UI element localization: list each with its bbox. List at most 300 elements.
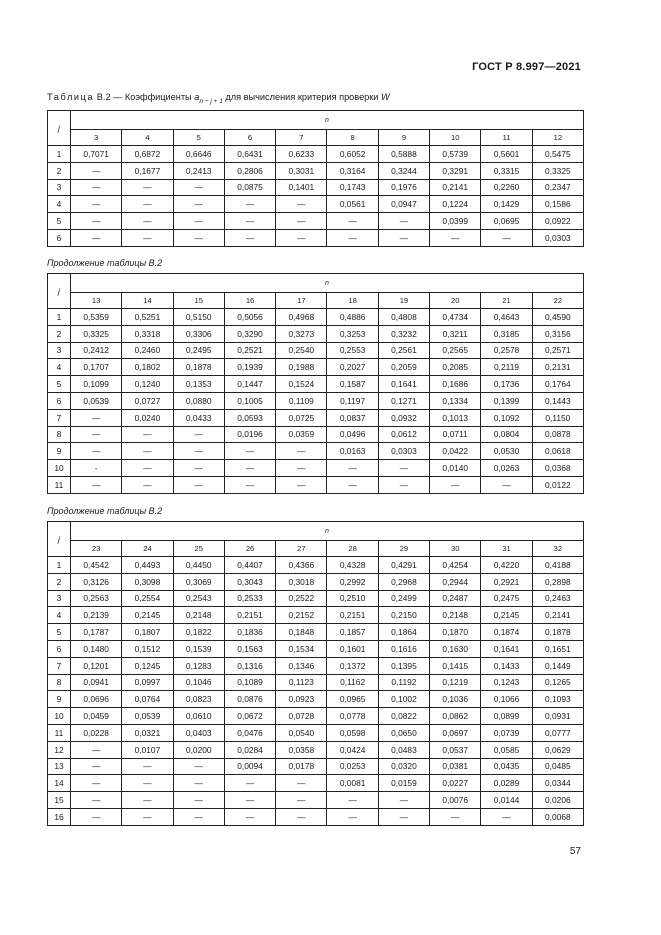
- coefficient-cell: 0,3325: [71, 325, 122, 342]
- coefficient-cell: 0,1651: [532, 640, 583, 657]
- coefficient-cell: —: [173, 426, 224, 443]
- coefficient-cell: 0,2151: [327, 607, 378, 624]
- coefficient-cell: 0,1002: [378, 691, 429, 708]
- column-header-n: 16: [224, 293, 275, 309]
- coefficient-cell: 0,3185: [481, 325, 532, 342]
- coefficient-cell: 0,1243: [481, 674, 532, 691]
- coefficient-cell: 0,0200: [173, 741, 224, 758]
- coefficient-cell: 0,3315: [481, 162, 532, 179]
- coefficient-cell: 0,3318: [122, 325, 173, 342]
- coefficient-cell: —: [430, 476, 481, 493]
- coefficient-cell: 0,2968: [378, 573, 429, 590]
- coefficient-cell: 0,3273: [276, 325, 327, 342]
- coefficient-cell: 0,2475: [481, 590, 532, 607]
- coefficient-cell: 0,5475: [532, 146, 583, 163]
- table-row: [48, 708, 584, 725]
- coefficient-cell: 0,0368: [532, 460, 583, 477]
- coefficient-cell: 0,0435: [481, 758, 532, 775]
- coefficient-cell: 0,0206: [532, 792, 583, 809]
- column-header-n: 29: [378, 541, 429, 557]
- coefficient-cell: 0,2921: [481, 573, 532, 590]
- table-row: [48, 162, 584, 179]
- coefficient-cell: 0,2944: [430, 573, 481, 590]
- coefficient-cell: 0,0081: [327, 775, 378, 792]
- coefficient-cell: —: [71, 409, 122, 426]
- coefficient-cell: 0,4291: [378, 557, 429, 574]
- page-number: 57: [569, 846, 581, 857]
- row-index-cell: 14: [48, 775, 71, 792]
- coefficient-cell: 0,0804: [481, 426, 532, 443]
- coefficient-cell: —: [276, 213, 327, 230]
- coefficient-cell: —: [276, 443, 327, 460]
- coefficient-cell: 0,1601: [327, 640, 378, 657]
- table-row: [48, 376, 584, 393]
- coefficient-cell: 0,0728: [276, 708, 327, 725]
- coefficient-cell: 0,3018: [276, 573, 327, 590]
- row-index-cell: 3: [48, 342, 71, 359]
- coefficient-cell: 0,2521: [224, 342, 275, 359]
- row-index-cell: 5: [48, 624, 71, 641]
- coefficient-cell: 0,0672: [224, 708, 275, 725]
- coefficient-cell: 0,2463: [532, 590, 583, 607]
- caption-prefix: Таблица: [47, 92, 95, 102]
- coefficient-cell: 0,0922: [532, 213, 583, 230]
- coefficient-cell: 0,1976: [378, 179, 429, 196]
- coefficient-cell: 0,1563: [224, 640, 275, 657]
- coefficient-cell: 0,1316: [224, 657, 275, 674]
- coefficient-cell: 0,3156: [532, 325, 583, 342]
- coefficient-cell: —: [71, 741, 122, 758]
- row-index-cell: 2: [48, 162, 71, 179]
- coefficient-cell: 0,4328: [327, 557, 378, 574]
- coefficient-cell: —: [224, 443, 275, 460]
- coefficient-cell: 0,1372: [327, 657, 378, 674]
- coefficient-cell: 0,0240: [122, 409, 173, 426]
- coefficient-cell: 0,2148: [430, 607, 481, 624]
- coefficients-table-3: [47, 521, 584, 826]
- coefficient-cell: —: [122, 179, 173, 196]
- row-index-cell: 3: [48, 179, 71, 196]
- coefficient-cell: 0,3325: [532, 162, 583, 179]
- coefficient-cell: 0,1395: [378, 657, 429, 674]
- coefficient-cell: 0,3232: [378, 325, 429, 342]
- coefficient-cell: 0,3031: [276, 162, 327, 179]
- coefficient-cell: 0,1245: [122, 657, 173, 674]
- coefficient-cell: 0,0381: [430, 758, 481, 775]
- column-header-n: 26: [224, 541, 275, 557]
- column-header-n: 13: [71, 293, 122, 309]
- table-row: [48, 624, 584, 641]
- coefficient-cell: 0,0822: [378, 708, 429, 725]
- coefficient-cell: —: [378, 792, 429, 809]
- coefficient-cell: 0,0612: [378, 426, 429, 443]
- coefficient-cell: 0,1265: [532, 674, 583, 691]
- row-index-cell: 10: [48, 708, 71, 725]
- coefficient-cell: 0,1046: [173, 674, 224, 691]
- row-index-cell: 8: [48, 674, 71, 691]
- coefficient-cell: —: [276, 229, 327, 246]
- coefficient-cell: 0,1346: [276, 657, 327, 674]
- table-row: [48, 775, 584, 792]
- coefficients-table-1: [47, 110, 584, 247]
- coefficient-cell: 0,0629: [532, 741, 583, 758]
- coefficient-cell: 0,0178: [276, 758, 327, 775]
- column-header-n: 14: [122, 293, 173, 309]
- coefficient-cell: —: [173, 476, 224, 493]
- coefficient-cell: 0,0321: [122, 724, 173, 741]
- coefficient-cell: 0,2148: [173, 607, 224, 624]
- coefficient-cell: 0,2495: [173, 342, 224, 359]
- coefficient-cell: 0,6233: [276, 146, 327, 163]
- j-header: j: [48, 274, 71, 309]
- coefficient-cell: 0,4220: [481, 557, 532, 574]
- coefficient-cell: —: [327, 792, 378, 809]
- coefficient-cell: 0,1822: [173, 624, 224, 641]
- coefficient-cell: —: [481, 229, 532, 246]
- coefficient-cell: 0,0433: [173, 409, 224, 426]
- coefficient-cell: 0,3290: [224, 325, 275, 342]
- coefficient-cell: 0,0875: [224, 179, 275, 196]
- coefficient-cell: 0,0163: [327, 443, 378, 460]
- table-header-row: [48, 274, 584, 293]
- coefficient-cell: —: [276, 476, 327, 493]
- coefficient-cell: 0,1587: [327, 376, 378, 393]
- coefficient-cell: —: [327, 808, 378, 825]
- coefficient-cell: 0,1005: [224, 392, 275, 409]
- coefficient-cell: —: [71, 775, 122, 792]
- coefficient-cell: 0,2554: [122, 590, 173, 607]
- coefficient-cell: 0,2898: [532, 573, 583, 590]
- row-index-cell: 2: [48, 573, 71, 590]
- j-header: j: [48, 522, 71, 557]
- coefficient-cell: 0,1443: [532, 392, 583, 409]
- coefficient-cell: 0,0303: [532, 229, 583, 246]
- coefficient-cell: 0,0862: [430, 708, 481, 725]
- coefficient-cell: —: [173, 196, 224, 213]
- coefficient-cell: 0,0823: [173, 691, 224, 708]
- coefficient-cell: 0,0253: [327, 758, 378, 775]
- coefficient-cell: 0,0778: [327, 708, 378, 725]
- coefficient-cell: 0,2027: [327, 359, 378, 376]
- coefficient-cell: 0,4590: [532, 309, 583, 326]
- table-row: [48, 443, 584, 460]
- column-header-n: 9: [378, 130, 429, 146]
- coefficient-cell: 0,0697: [430, 724, 481, 741]
- coefficient-cell: 0,2540: [276, 342, 327, 359]
- coefficient-cell: —: [481, 808, 532, 825]
- coefficient-cell: 0,1939: [224, 359, 275, 376]
- continuation-label-2: Продолжение таблицы В.2: [47, 506, 163, 516]
- coefficient-cell: 0,0483: [378, 741, 429, 758]
- row-index-cell: 10: [48, 460, 71, 477]
- coefficient-cell: 0,3069: [173, 573, 224, 590]
- coefficient-cell: —: [224, 792, 275, 809]
- coefficient-cell: 0,2565: [430, 342, 481, 359]
- row-index-cell: 11: [48, 476, 71, 493]
- coefficient-cell: 0,1641: [481, 640, 532, 657]
- coefficient-cell: 0,1401: [276, 179, 327, 196]
- coefficient-cell: 0,0876: [224, 691, 275, 708]
- row-index-cell: 7: [48, 409, 71, 426]
- row-index-cell: 4: [48, 359, 71, 376]
- coefficient-cell: 0,2543: [173, 590, 224, 607]
- row-index-cell: 7: [48, 657, 71, 674]
- coefficient-cell: 0,3211: [430, 325, 481, 342]
- coefficient-cell: 0,0618: [532, 443, 583, 460]
- coefficient-cell: —: [276, 808, 327, 825]
- coefficient-cell: 0,0561: [327, 196, 378, 213]
- coefficient-cell: 0,0263: [481, 460, 532, 477]
- table-row: [48, 691, 584, 708]
- coefficient-cell: —: [276, 460, 327, 477]
- table-row: [48, 426, 584, 443]
- coefficient-cell: 0,1013: [430, 409, 481, 426]
- table-header-row: [48, 522, 584, 541]
- coefficient-cell: 0,2152: [276, 607, 327, 624]
- coefficient-cell: —: [327, 476, 378, 493]
- coefficient-cell: 0,3098: [122, 573, 173, 590]
- caption-symbol: a: [194, 92, 200, 102]
- coefficient-cell: —: [71, 213, 122, 230]
- coefficient-cell: 0,0122: [532, 476, 583, 493]
- coefficient-cell: 0,4968: [276, 309, 327, 326]
- coefficient-cell: 0,1864: [378, 624, 429, 641]
- table-row: [48, 674, 584, 691]
- n-header: n: [71, 111, 584, 130]
- coefficients-table-2: [47, 273, 584, 494]
- row-index-cell: 3: [48, 590, 71, 607]
- n-header: n: [71, 522, 584, 541]
- coefficient-cell: 0,5056: [224, 309, 275, 326]
- coefficient-cell: 0,1787: [71, 624, 122, 641]
- coefficient-cell: 0,0650: [378, 724, 429, 741]
- table-row: [48, 476, 584, 493]
- coefficient-cell: 0,0476: [224, 724, 275, 741]
- coefficient-cell: 0,1539: [173, 640, 224, 657]
- caption-var: W: [381, 92, 390, 102]
- coefficient-cell: —: [122, 213, 173, 230]
- coefficient-cell: 0,2510: [327, 590, 378, 607]
- coefficient-cell: 0,1616: [378, 640, 429, 657]
- coefficient-cell: 0,3306: [173, 325, 224, 342]
- coefficient-cell: 0,2499: [378, 590, 429, 607]
- coefficient-cell: 0,4886: [327, 309, 378, 326]
- table-caption: [47, 92, 390, 105]
- coefficient-cell: 0,2059: [378, 359, 429, 376]
- table-row: [48, 657, 584, 674]
- coefficient-cell: —: [378, 808, 429, 825]
- coefficient-cell: 0,2119: [481, 359, 532, 376]
- row-index-cell: 9: [48, 443, 71, 460]
- coefficient-cell: 0,1707: [71, 359, 122, 376]
- table-row: [48, 392, 584, 409]
- coefficient-cell: 0,5251: [122, 309, 173, 326]
- coefficient-cell: —: [173, 179, 224, 196]
- table-row: [48, 557, 584, 574]
- table-column-row: [48, 293, 584, 309]
- coefficient-cell: 0,0530: [481, 443, 532, 460]
- coefficient-cell: 0,1449: [532, 657, 583, 674]
- coefficient-cell: 0,2150: [378, 607, 429, 624]
- coefficient-cell: 0,2139: [71, 607, 122, 624]
- coefficient-cell: 0,1677: [122, 162, 173, 179]
- coefficient-cell: 0,0695: [481, 213, 532, 230]
- coefficient-cell: 0,1512: [122, 640, 173, 657]
- column-header-n: 20: [430, 293, 481, 309]
- coefficient-cell: —: [430, 229, 481, 246]
- coefficient-cell: 0,0696: [71, 691, 122, 708]
- coefficient-cell: 0,4493: [122, 557, 173, 574]
- column-header-n: 11: [481, 130, 532, 146]
- coefficient-cell: 0,2260: [481, 179, 532, 196]
- row-index-cell: 1: [48, 309, 71, 326]
- caption-suffix: для вычисления критерия проверки: [222, 92, 381, 102]
- column-header-n: 4: [122, 130, 173, 146]
- coefficient-cell: 0,1353: [173, 376, 224, 393]
- coefficient-cell: 0,1092: [481, 409, 532, 426]
- coefficient-cell: —: [224, 213, 275, 230]
- coefficient-cell: —: [173, 229, 224, 246]
- coefficient-cell: 0,1399: [481, 392, 532, 409]
- n-header: n: [71, 274, 584, 293]
- row-index-cell: 4: [48, 607, 71, 624]
- coefficient-cell: 0,1524: [276, 376, 327, 393]
- coefficient-cell: —: [327, 460, 378, 477]
- coefficient-cell: 0,2141: [532, 607, 583, 624]
- table-row: [48, 607, 584, 624]
- coefficient-cell: 0,3043: [224, 573, 275, 590]
- coefficient-cell: 0,5359: [71, 309, 122, 326]
- coefficient-cell: 0,2578: [481, 342, 532, 359]
- coefficient-cell: —: [71, 196, 122, 213]
- coefficient-cell: 0,0344: [532, 775, 583, 792]
- coefficient-cell: —: [378, 213, 429, 230]
- coefficient-cell: 0,1534: [276, 640, 327, 657]
- coefficient-cell: 0,4734: [430, 309, 481, 326]
- coefficient-cell: 0,1162: [327, 674, 378, 691]
- coefficient-cell: 0,0941: [71, 674, 122, 691]
- coefficient-cell: 0,0880: [173, 392, 224, 409]
- coefficient-cell: —: [173, 775, 224, 792]
- coefficient-cell: 0,2553: [327, 342, 378, 359]
- table-row: [48, 590, 584, 607]
- coefficient-cell: 0,1224: [430, 196, 481, 213]
- coefficient-cell: 0,1878: [173, 359, 224, 376]
- table-row: [48, 573, 584, 590]
- coefficient-cell: —: [327, 213, 378, 230]
- coefficient-cell: 0,0284: [224, 741, 275, 758]
- coefficient-cell: —: [173, 460, 224, 477]
- table-row: [48, 309, 584, 326]
- coefficient-cell: —: [276, 775, 327, 792]
- row-index-cell: 16: [48, 808, 71, 825]
- coefficient-cell: 0,0076: [430, 792, 481, 809]
- coefficient-cell: 0,0144: [481, 792, 532, 809]
- coefficient-cell: 0,1433: [481, 657, 532, 674]
- coefficient-cell: 0,3126: [71, 573, 122, 590]
- coefficient-cell: 0,1415: [430, 657, 481, 674]
- coefficient-cell: 0,1857: [327, 624, 378, 641]
- row-index-cell: 4: [48, 196, 71, 213]
- coefficient-cell: 0,0931: [532, 708, 583, 725]
- coefficient-cell: 0,6646: [173, 146, 224, 163]
- coefficient-cell: 0,0540: [276, 724, 327, 741]
- coefficient-cell: —: [327, 229, 378, 246]
- coefficient-cell: 0,1848: [276, 624, 327, 641]
- row-index-cell: 6: [48, 640, 71, 657]
- coefficient-cell: 0,2145: [122, 607, 173, 624]
- coefficient-cell: 0,0422: [430, 443, 481, 460]
- coefficient-cell: 0,2533: [224, 590, 275, 607]
- coefficient-cell: 0,0424: [327, 741, 378, 758]
- coefficient-cell: 0,7071: [71, 146, 122, 163]
- coefficient-cell: 0,0289: [481, 775, 532, 792]
- coefficient-cell: 0,4188: [532, 557, 583, 574]
- coefficient-cell: 0,2561: [378, 342, 429, 359]
- row-index-cell: 1: [48, 146, 71, 163]
- coefficient-cell: 0,0725: [276, 409, 327, 426]
- table-row: [48, 342, 584, 359]
- coefficient-cell: 0,1192: [378, 674, 429, 691]
- row-index-cell: 5: [48, 213, 71, 230]
- coefficient-cell: —: [224, 196, 275, 213]
- coefficient-cell: 0,1089: [224, 674, 275, 691]
- coefficient-cell: 0,0878: [532, 426, 583, 443]
- coefficient-cell: 0,4643: [481, 309, 532, 326]
- coefficient-cell: —: [224, 229, 275, 246]
- coefficient-cell: 0,2522: [276, 590, 327, 607]
- coefficient-cell: 0,0320: [378, 758, 429, 775]
- coefficient-cell: —: [173, 808, 224, 825]
- coefficient-cell: 0,1480: [71, 640, 122, 657]
- column-header-n: 24: [122, 541, 173, 557]
- row-index-cell: 2: [48, 325, 71, 342]
- coefficient-cell: 0,3244: [378, 162, 429, 179]
- coefficient-cell: —: [71, 426, 122, 443]
- coefficient-cell: —: [122, 426, 173, 443]
- coefficient-cell: 0,1807: [122, 624, 173, 641]
- coefficient-cell: 0,4254: [430, 557, 481, 574]
- coefficient-cell: 0,0068: [532, 808, 583, 825]
- column-header-n: 23: [71, 541, 122, 557]
- caption-number: В.2: [94, 92, 111, 102]
- coefficient-cell: 0,0764: [122, 691, 173, 708]
- coefficient-cell: 0,0359: [276, 426, 327, 443]
- coefficient-cell: 0,0739: [481, 724, 532, 741]
- coefficient-cell: —: [122, 775, 173, 792]
- coefficient-cell: 0,4808: [378, 309, 429, 326]
- table-row: [48, 741, 584, 758]
- coefficient-cell: 0,0227: [430, 775, 481, 792]
- caption-text: — Коэффициенты: [110, 92, 195, 102]
- column-header-n: 7: [276, 130, 327, 146]
- coefficient-cell: 0,1109: [276, 392, 327, 409]
- coefficient-cell: —: [430, 808, 481, 825]
- coefficient-cell: —: [122, 808, 173, 825]
- coefficient-cell: 0,0598: [327, 724, 378, 741]
- row-index-cell: 12: [48, 741, 71, 758]
- coefficient-cell: 0,0593: [224, 409, 275, 426]
- coefficient-cell: 0,1036: [430, 691, 481, 708]
- coefficient-cell: 0,1630: [430, 640, 481, 657]
- coefficient-cell: 0,0459: [71, 708, 122, 725]
- table-row: [48, 146, 584, 163]
- column-header-n: 25: [173, 541, 224, 557]
- coefficient-cell: —: [276, 196, 327, 213]
- coefficient-cell: 0,0107: [122, 741, 173, 758]
- coefficient-cell: 0,0537: [430, 741, 481, 758]
- row-index-cell: 6: [48, 229, 71, 246]
